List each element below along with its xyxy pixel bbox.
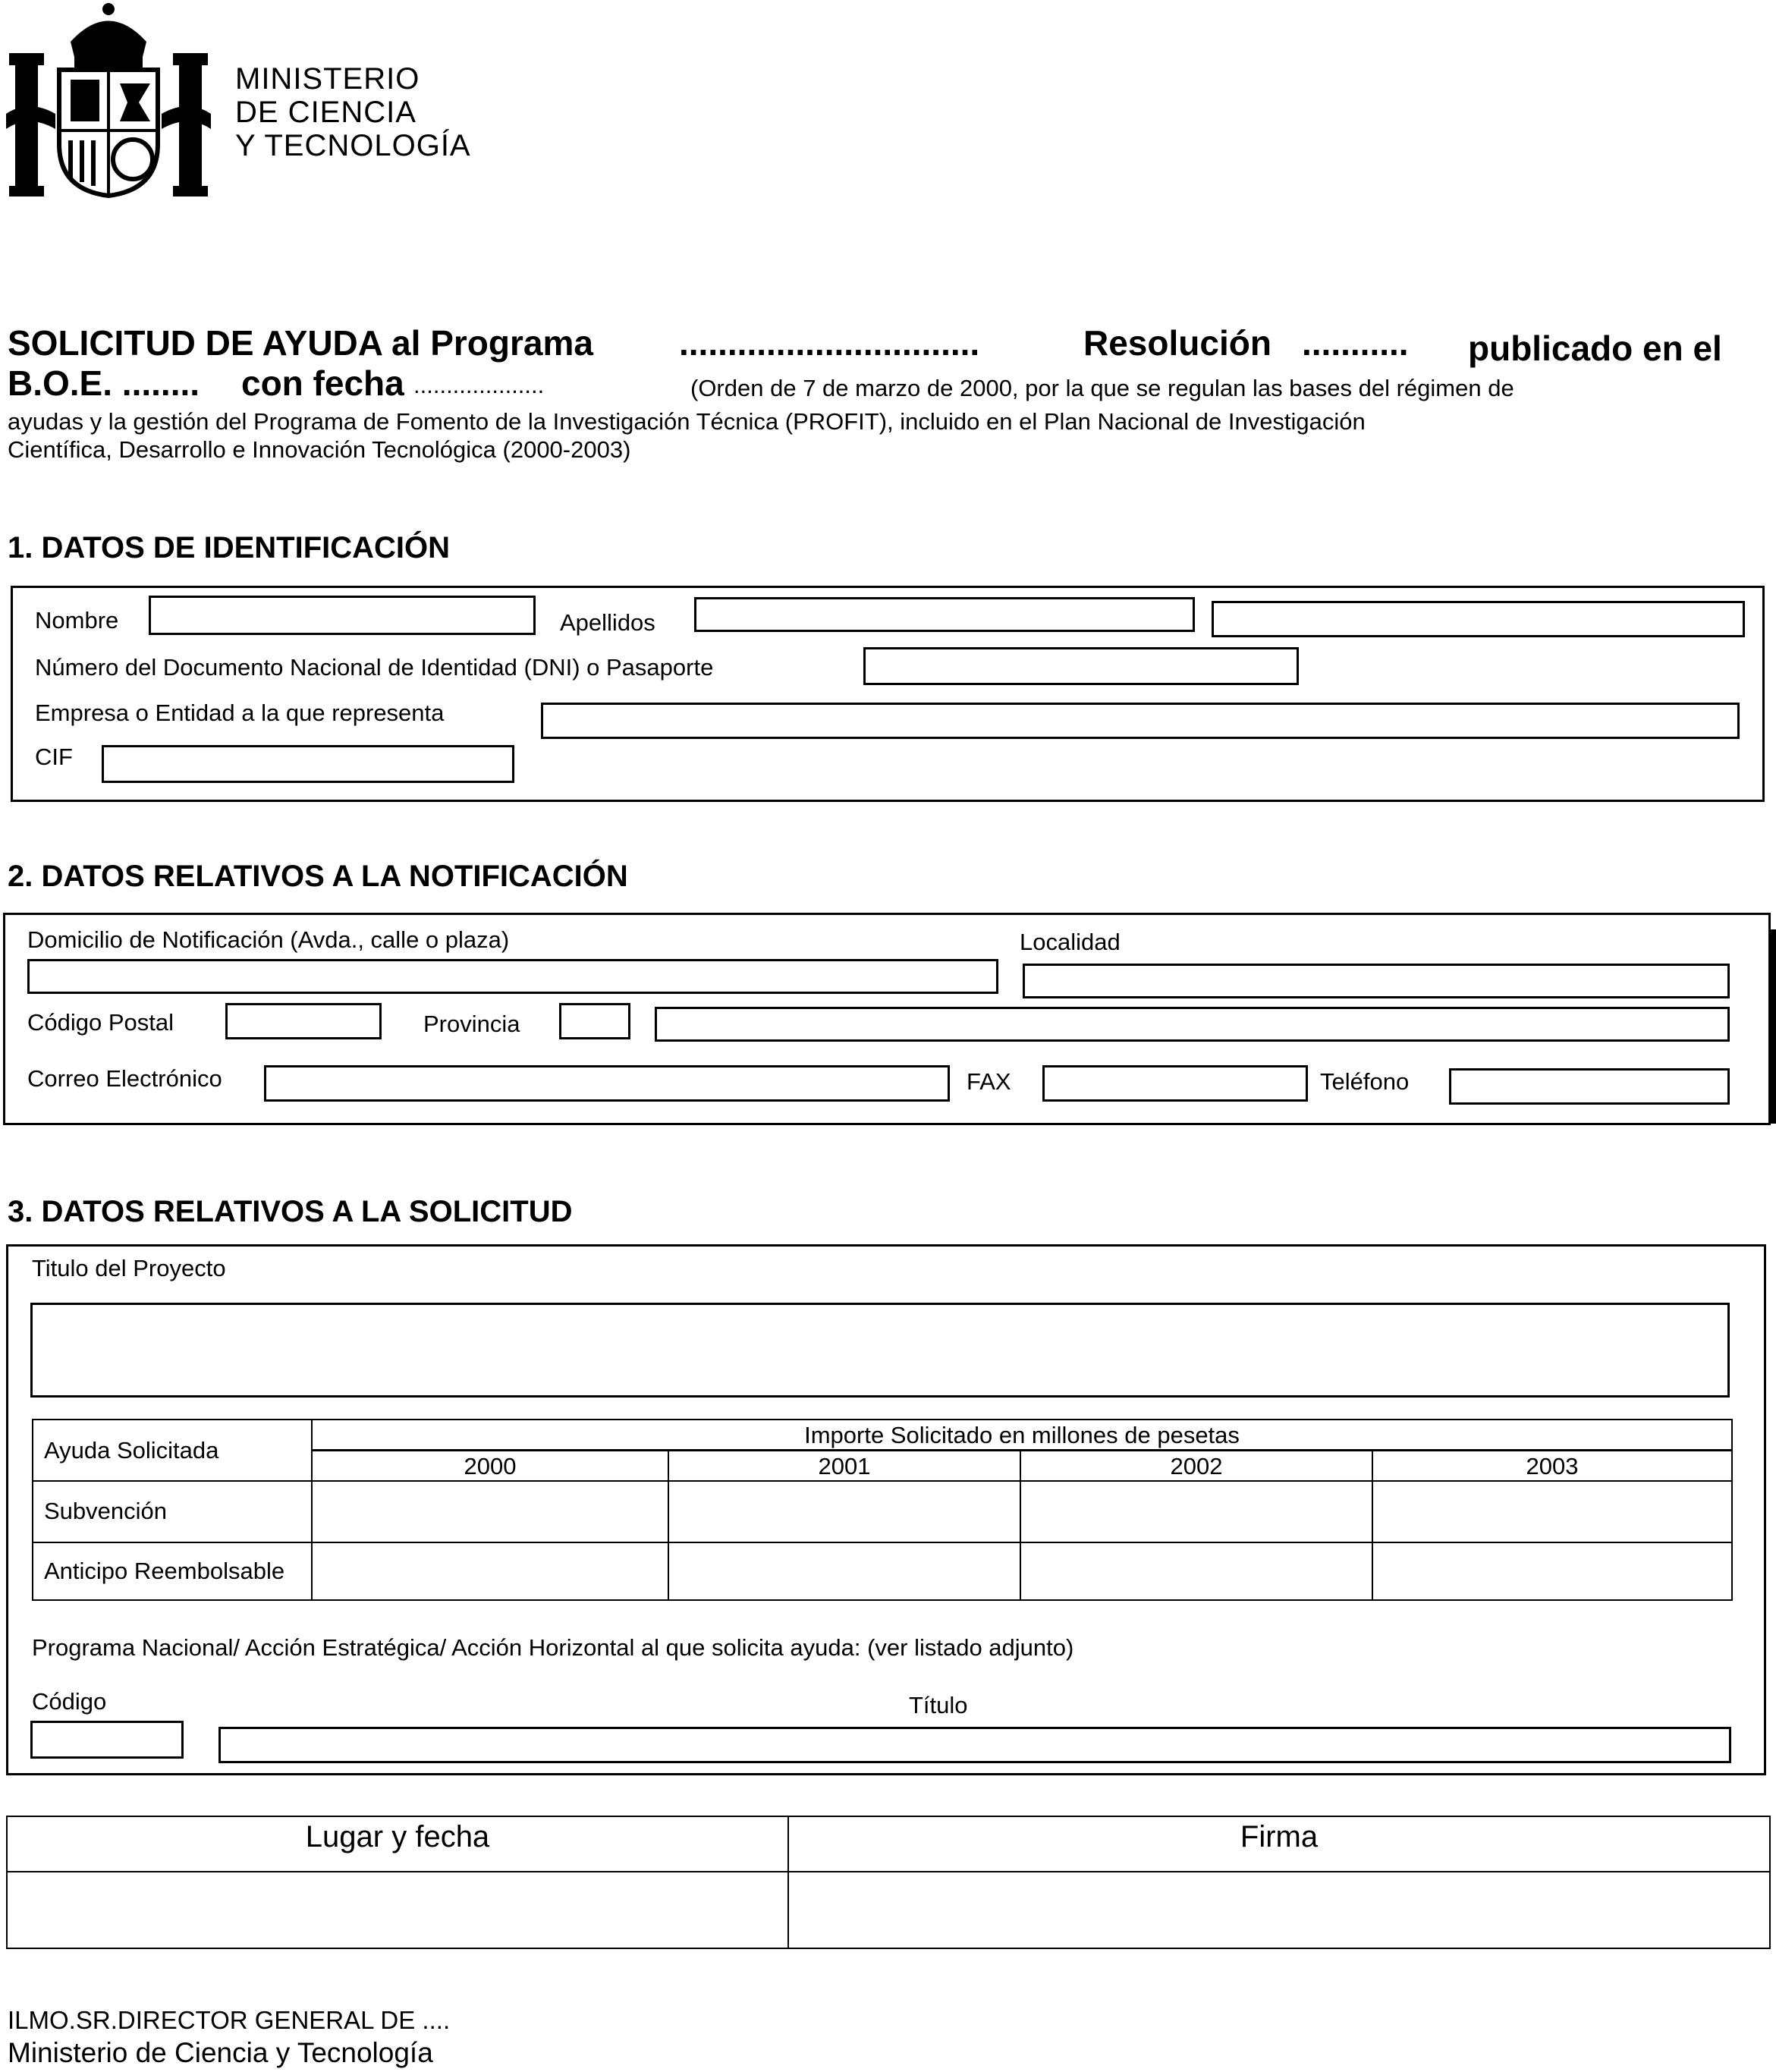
titulo-label: Título	[909, 1692, 968, 1718]
firma-field[interactable]	[788, 1872, 1770, 1948]
provincia-code-field[interactable]	[559, 1003, 630, 1039]
titulo-field[interactable]	[218, 1727, 1731, 1763]
provincia-label: Provincia	[423, 1011, 520, 1037]
subvencion-2001-cell[interactable]	[668, 1481, 1020, 1542]
intro-publicado: publicado en el	[1468, 329, 1722, 368]
apellido1-field[interactable]	[694, 597, 1195, 632]
footer-line-2: Ministerio de Ciencia y Tecnología	[8, 2037, 433, 2068]
intro-resolucion: Resolución	[1083, 323, 1271, 363]
domicilio-field[interactable]	[27, 959, 998, 994]
telefono-field[interactable]	[1449, 1068, 1730, 1105]
subvencion-2002-cell[interactable]	[1020, 1481, 1372, 1542]
localidad-label: Localidad	[1020, 929, 1121, 955]
nombre-label: Nombre	[35, 607, 119, 634]
footer-line-1: ILMO.SR.DIRECTOR GENERAL DE ....	[8, 2006, 451, 2034]
intro-boe: B.O.E. ........	[8, 363, 200, 403]
ministry-line-3: Y TECNOLOGÍA	[235, 129, 471, 162]
section3-title: 3. DATOS RELATIVOS A LA SOLICITUD	[8, 1195, 573, 1228]
dni-field[interactable]	[863, 647, 1299, 685]
intro-dots-2: ...........	[1302, 323, 1409, 363]
year-2003: 2003	[1372, 1451, 1732, 1482]
titulo-proyecto-label: Titulo del Proyecto	[32, 1255, 226, 1281]
ayuda-solicitada-cell: Ayuda Solicitada	[33, 1420, 312, 1481]
codigo-postal-label: Código Postal	[27, 1009, 174, 1036]
ministry-name	[235, 62, 471, 162]
correo-field[interactable]	[264, 1065, 950, 1102]
intro-line-3: ayudas y la gestión del Programa de Fomento de la Investigación Técnica (PROFIT), incluido en el Plan Nacional de Investigación	[8, 408, 1366, 435]
subvencion-label: Subvención	[33, 1481, 312, 1542]
correo-label: Correo Electrónico	[27, 1065, 222, 1092]
year-2000: 2000	[312, 1451, 668, 1482]
edge-bar	[1771, 929, 1776, 1124]
codigo-field[interactable]	[30, 1721, 184, 1759]
domicilio-label: Domicilio de Notificación (Avda., calle o plaza)	[27, 926, 510, 953]
intro-orden: (Orden de 7 de marzo de 2000, por la que se regulan las bases del régimen de	[690, 375, 1514, 401]
coat-of-arms-logo	[6, 0, 211, 201]
lugar-fecha-field[interactable]	[7, 1872, 788, 1948]
dni-label: Número del Documento Nacional de Identidad (DNI) o Pasaporte	[35, 654, 714, 681]
intro-line-4: Científica, Desarrollo e Innovación Tecnológica (2000-2003)	[8, 436, 631, 463]
section1-title: 1. DATOS DE IDENTIFICACIÓN	[8, 531, 451, 564]
intro-dots-1: ...............................	[679, 323, 980, 363]
importe-header: Importe Solicitado en millones de pesetas	[312, 1420, 1732, 1451]
aid-table	[32, 1419, 1733, 1601]
apellidos-label: Apellidos	[560, 609, 655, 636]
anticipo-2001-cell[interactable]	[668, 1542, 1020, 1600]
fax-label: FAX	[967, 1068, 1011, 1095]
provincia-field[interactable]	[655, 1007, 1730, 1042]
subvencion-2000-cell[interactable]	[312, 1481, 668, 1542]
year-2002: 2002	[1020, 1451, 1372, 1482]
anticipo-label: Anticipo Reembolsable	[33, 1542, 312, 1600]
intro-title: SOLICITUD DE AYUDA al Programa	[8, 323, 593, 363]
empresa-field[interactable]	[541, 703, 1740, 739]
cif-field[interactable]	[102, 745, 514, 783]
nombre-field[interactable]	[149, 596, 536, 635]
intro-dots-3: ....................	[413, 372, 545, 398]
fax-field[interactable]	[1042, 1065, 1308, 1102]
subvencion-2003-cell[interactable]	[1372, 1481, 1732, 1542]
telefono-label: Teléfono	[1320, 1068, 1410, 1095]
ministry-line-2: DE CIENCIA	[235, 96, 416, 129]
lugar-fecha-header: Lugar y fecha	[7, 1816, 788, 1872]
cif-label: CIF	[35, 744, 73, 770]
anticipo-2002-cell[interactable]	[1020, 1542, 1372, 1600]
firma-header: Firma	[788, 1816, 1770, 1872]
localidad-field[interactable]	[1023, 964, 1730, 998]
anticipo-2000-cell[interactable]	[312, 1542, 668, 1600]
empresa-label: Empresa o Entidad a la que representa	[35, 700, 445, 726]
anticipo-2003-cell[interactable]	[1372, 1542, 1732, 1600]
titulo-proyecto-field[interactable]	[30, 1303, 1730, 1398]
section2-title: 2. DATOS RELATIVOS A LA NOTIFICACIÓN	[8, 860, 628, 893]
signature-table	[6, 1816, 1771, 1949]
programa-label: Programa Nacional/ Acción Estratégica/ Acción Horizontal al que solicita ayuda: (ver listado adjunto)	[32, 1634, 1074, 1661]
intro-con-fecha: con fecha	[241, 363, 404, 403]
ministry-line-1: MINISTERIO	[235, 62, 420, 96]
codigo-postal-field[interactable]	[225, 1003, 382, 1039]
apellido2-field[interactable]	[1212, 601, 1745, 637]
codigo-label: Código	[32, 1688, 107, 1715]
year-2001: 2001	[668, 1451, 1020, 1482]
